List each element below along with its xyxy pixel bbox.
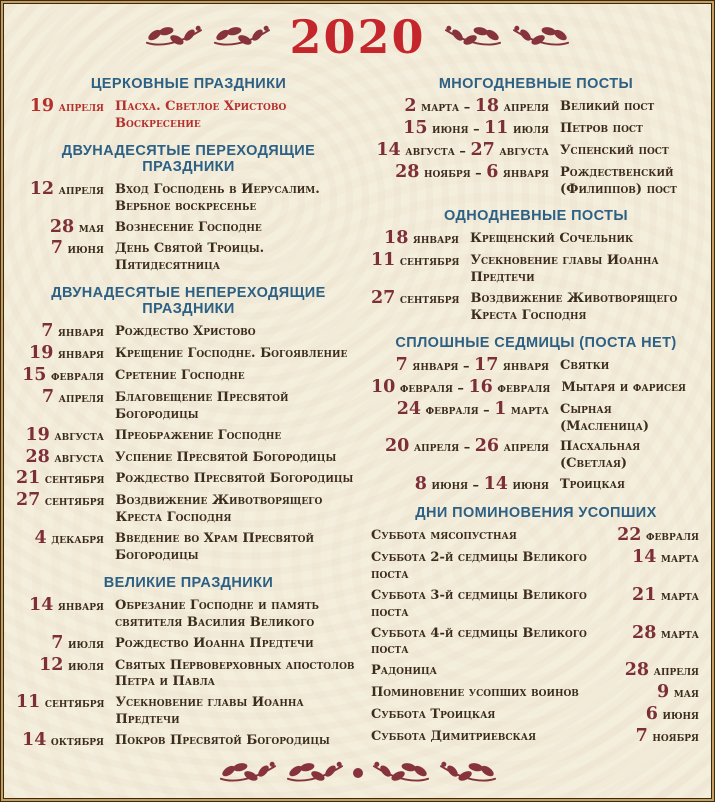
holiday-name: Троицкая	[560, 477, 625, 493]
section-header: ВЕЛИКИЕ ПРАЗДНИКИ	[103, 574, 274, 591]
holiday-date: 19 августа	[25, 424, 104, 445]
holiday-name: Благовещение Пресвятой Богородицы	[115, 389, 289, 422]
section-header: МНОГОДНЕВНЫЕ ПОСТЫ	[438, 76, 634, 92]
holiday-name: Воздвижение Животворящего Креста Господня	[470, 291, 678, 324]
section-header: СПЛОШНЫЕ СЕДМИЦЫ (ПОСТА НЕТ)	[395, 334, 677, 351]
holiday-date: 27 сентября	[371, 288, 460, 309]
holiday-name: Суббота Троицкая	[371, 707, 496, 723]
holiday-name: Крещенский Сочельник	[470, 231, 634, 247]
holiday-date: 15 июня – 11 июля	[403, 117, 549, 138]
holiday-date: 7 июля	[51, 632, 104, 653]
holiday-date: 7 ноября	[635, 726, 699, 747]
calendar-section	[371, 335, 701, 495]
section-header: ДВУНАДЕСЯТЫЕ НЕПЕРЕХОДЯЩИЕ ПРАЗДНИКИ	[51, 285, 326, 318]
holiday-name: Сырная (Масленица)	[560, 401, 650, 434]
holiday-row	[371, 726, 701, 747]
holiday-row	[371, 354, 701, 376]
holiday-name: Воздвижение Животворящего Креста Господня	[115, 493, 323, 526]
holiday-name: Пасха. Светлое Христово Воскресение	[115, 99, 287, 131]
holiday-name: Мытаря и фарисея	[561, 379, 686, 395]
section-header: ОДНОДНЕВНЫЕ ПОСТЫ	[444, 208, 628, 225]
holiday-name: Великий пост	[560, 99, 655, 114]
holiday-name: Сретение Господне	[115, 368, 245, 384]
holiday-name: Рождественский (Филиппов) пост	[560, 164, 677, 197]
holiday-name: Пасхальная (Светлая)	[560, 439, 641, 472]
holiday-date: 20 апреля – 26 апреля	[384, 436, 549, 457]
holiday-date: 14 января	[29, 594, 104, 615]
holiday-row	[16, 692, 361, 729]
calendar-section	[371, 76, 701, 198]
holiday-name: Святки	[560, 357, 610, 373]
holiday-row	[16, 178, 361, 216]
holiday-date: 28 ноября – 6 января	[395, 161, 549, 182]
holiday-date: 28 августа	[25, 446, 104, 467]
holiday-name: День Святой Троицы. Пятидесятница	[115, 241, 265, 274]
leaf-vine-icon	[372, 758, 430, 788]
calendar-section	[16, 143, 361, 275]
holiday-name: Покров Пресвятой Богородицы	[115, 733, 330, 749]
holiday-date: 22 февраля	[617, 525, 699, 546]
holiday-date: 18 января	[384, 228, 459, 249]
holiday-date: 14 августа – 27 августа	[376, 139, 549, 160]
holiday-row	[16, 424, 361, 446]
holiday-date: 12 июля	[39, 654, 104, 675]
section-header: ДВУНАДЕСЯТЫЕ ПЕРЕХОДЯЩИЕ ПРАЗДНИКИ	[61, 142, 316, 175]
holiday-row	[371, 622, 701, 660]
holiday-date: 7 апреля	[41, 386, 104, 407]
holiday-row	[16, 216, 361, 238]
holiday-date: 11 сентября	[371, 250, 460, 271]
right-column	[371, 66, 701, 755]
holiday-name: Введение во Храм Пресвятой Богородицы	[115, 531, 315, 564]
holiday-row	[371, 96, 701, 117]
holiday-name: Святых Первоверховных апостолов Петра и Павла	[115, 657, 355, 690]
holiday-row	[371, 525, 701, 546]
holiday-date: 11 сентября	[16, 692, 105, 713]
holiday-name: Успенский пост	[560, 142, 669, 158]
holiday-date: 4 декабря	[34, 528, 104, 549]
left-column	[16, 66, 361, 755]
holiday-name: Обрезание Господне и память святителя Василия Великого	[115, 597, 319, 630]
section-header: ЦЕРКОВНЫЕ ПРАЗДНИКИ	[90, 76, 287, 92]
holiday-name: Суббота мясопустная	[371, 528, 517, 544]
holiday-name: Рождество Христово	[115, 324, 256, 340]
leaf-vine-icon	[219, 758, 277, 788]
dot-ornament-icon	[353, 768, 363, 778]
holiday-row	[371, 376, 701, 398]
calendar-section	[16, 76, 361, 133]
holiday-row	[371, 139, 701, 161]
holiday-row	[371, 682, 701, 703]
holiday-date: 28 марта	[632, 622, 699, 643]
holiday-date: 10 февраля – 16 февраля	[371, 376, 551, 397]
holiday-row	[371, 584, 701, 622]
holiday-date: 8 июня – 14 июня	[414, 474, 549, 495]
footer-ornament	[219, 758, 497, 788]
holiday-row	[371, 161, 701, 199]
holiday-name: Крещение Господне. Богоявление	[115, 346, 348, 362]
holiday-row	[16, 730, 361, 751]
holiday-name: Успение Пресвятой Богородицы	[115, 449, 337, 465]
holiday-date: 19 января	[29, 343, 104, 364]
holiday-date: 7 июня	[50, 238, 104, 259]
holiday-date: 24 февраля – 1 марта	[396, 398, 549, 419]
holiday-row	[371, 288, 701, 325]
holiday-row	[16, 528, 361, 565]
holiday-name: Усекновение главы Иоанна Предтечи	[115, 695, 304, 728]
holiday-name: Суббота 2-й седмицы Великого поста	[371, 550, 587, 582]
holiday-date: 2 марта – 18 апреля	[404, 96, 549, 116]
holiday-name: Суббота 4-й седмицы Великого поста	[371, 625, 587, 658]
section-header: ДНИ ПОМИНОВЕНИЯ УСОПШИХ	[415, 505, 657, 522]
holiday-date: 28 мая	[49, 216, 104, 237]
holiday-date: 6 июня	[645, 704, 699, 725]
holiday-date: 21 сентября	[16, 468, 105, 489]
holiday-name: Суббота Димитриевская	[371, 729, 537, 745]
holiday-date: 14 октября	[22, 730, 104, 751]
holiday-date: 14 марта	[632, 547, 699, 568]
holiday-row	[16, 654, 361, 692]
holiday-name: Суббота 3-й седмицы Великого поста	[371, 587, 587, 620]
holiday-date: 12 апреля	[29, 178, 104, 199]
calendar-section	[16, 575, 361, 751]
calendar-section	[16, 285, 361, 565]
holiday-date: 15 февраля	[22, 365, 104, 386]
leaf-vine-icon	[286, 758, 344, 788]
calendar-section	[371, 505, 701, 747]
holiday-row	[16, 365, 361, 386]
holiday-row	[16, 343, 361, 364]
holiday-name: Вознесение Господне	[115, 219, 262, 235]
holiday-name: Петров пост	[560, 120, 643, 136]
holiday-row	[371, 228, 701, 249]
holiday-row	[16, 468, 361, 489]
holiday-date: 7 января – 17 января	[395, 354, 549, 375]
holiday-row	[16, 321, 361, 342]
holiday-row	[16, 238, 361, 275]
holiday-row	[371, 436, 701, 473]
holiday-row	[16, 96, 361, 133]
year-title: 2020	[289, 10, 426, 64]
holiday-date: 9 мая	[657, 682, 699, 703]
leaf-vine-icon	[439, 758, 497, 788]
holiday-row	[16, 632, 361, 654]
holiday-row	[16, 490, 361, 527]
holiday-row	[371, 474, 701, 495]
holiday-date: 27 сентября	[16, 490, 105, 511]
holiday-name: Преображение Господне	[115, 427, 282, 443]
holiday-date: 19 апреля	[29, 96, 104, 116]
leaf-vine-icon	[512, 22, 570, 52]
holiday-date: 21 марта	[632, 584, 699, 605]
holiday-row	[16, 446, 361, 468]
holiday-row	[371, 660, 701, 681]
leaf-vine-icon	[213, 22, 271, 52]
holiday-name: Поминовение усопших воинов	[371, 685, 579, 701]
holiday-row	[371, 398, 701, 436]
holiday-date: 28 апреля	[624, 660, 699, 681]
calendar-section	[371, 208, 701, 324]
holiday-row	[371, 117, 701, 139]
holiday-date: 7 января	[41, 321, 104, 342]
holiday-row	[371, 704, 701, 725]
holiday-name: Рождество Пресвятой Богородицы	[115, 471, 354, 487]
holiday-name: Усекновение главы Иоанна Предтечи	[470, 253, 659, 286]
holiday-name: Рождество Иоанна Предтечи	[115, 635, 314, 651]
holiday-row	[371, 250, 701, 287]
masthead	[0, 0, 715, 64]
holiday-name: Вход Господень в Иерусалим. Вербное воскресенье	[115, 181, 320, 214]
holiday-row	[16, 594, 361, 632]
leaf-vine-icon	[145, 22, 203, 52]
holiday-row	[16, 386, 361, 424]
leaf-vine-icon	[444, 22, 502, 52]
calendar-content	[0, 64, 715, 755]
holiday-name: Радоница	[371, 663, 437, 679]
holiday-row	[371, 547, 701, 584]
